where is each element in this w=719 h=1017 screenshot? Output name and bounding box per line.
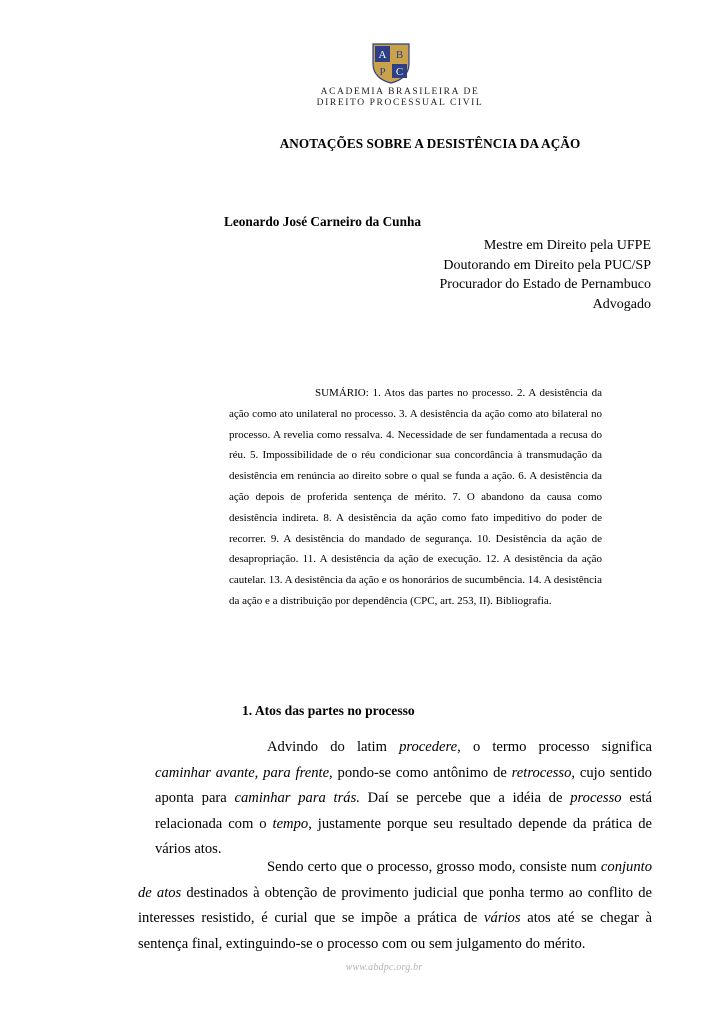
author-credential: Advogado — [592, 296, 651, 312]
document-title: ANOTAÇÕES SOBRE A DESISTÊNCIA DA AÇÃO — [279, 136, 581, 151]
body-paragraph: Advindo do latim procedere, o termo processo significa caminhar avante, para frente, pondo-se como antônimo de retrocesso, cujo sentido aponta para caminhar para trás. Daí se percebe que a idéia de processo está relacionada com o tempo, justamente porque seu resultado depende da prática de vários atos. — [155, 739, 653, 858]
author-name: Leonardo José Carneiro da Cunha — [224, 214, 422, 229]
abdpc-logo — [370, 42, 412, 84]
logo-letter-p: P — [379, 66, 386, 78]
logo-letter-c: C — [395, 66, 404, 78]
footer-url: www.abdpc.org.br — [345, 962, 423, 973]
logo-letter-b: B — [395, 49, 404, 61]
org-name-line-1: ACADEMIA BRASILEIRA DE — [320, 87, 480, 97]
author-credential: Procurador do Estado de Pernambuco — [439, 277, 651, 292]
author-credential: Mestre em Direito pela UFPE — [483, 238, 651, 253]
author-credential: Doutorando em Direito pela PUC/SP — [443, 257, 651, 273]
summary-block: SUMÁRIO: 1. Atos das partes no processo. 2. A desistência da ação como ato unilateral no processo. 3. A desistência da ação como ato bilateral no processo. A revelia como ressalva. 4. Necessidade de ser fundamentada a recusa do réu. 5. Impossibilidade de o réu condicionar sua concordância à transmudação da desistência em renúncia ao direito sobre o qual se funda a ação. 6. A desistência da ação depois de proferida sentença de mérito. 7. O abandono da causa como desistência indireta. 8. A desistência da ação como fato impeditivo do poder de recorrer. 9. A desistência do mandado de segurança. 10. Desistência da ação de desapropriação. 11. A desistência da ação de execução. 12. A desistência da ação cautelar. 13. A desistência da ação e os honorários de sucumbência. 14. A desistência da ação e a distribuição por dependência (CPC, art. 253, II). Bibliografia. — [229, 387, 602, 607]
section-heading: 1. Atos das partes no processo — [242, 703, 415, 718]
logo-letter-a: A — [378, 49, 387, 61]
body-paragraph: Sendo certo que o processo, grosso modo, consiste num conjunto de atos destinados à obtenção de provimento judicial que ponha termo ao conflito de interesses resistido, é curial que se impõe a prática de vários atos até se chegar à sentença final, extinguindo-se o processo com ou sem julgamento do mérito. — [138, 859, 652, 952]
org-name-line-2: DIREITO PROCESSUAL CIVIL — [316, 98, 484, 108]
